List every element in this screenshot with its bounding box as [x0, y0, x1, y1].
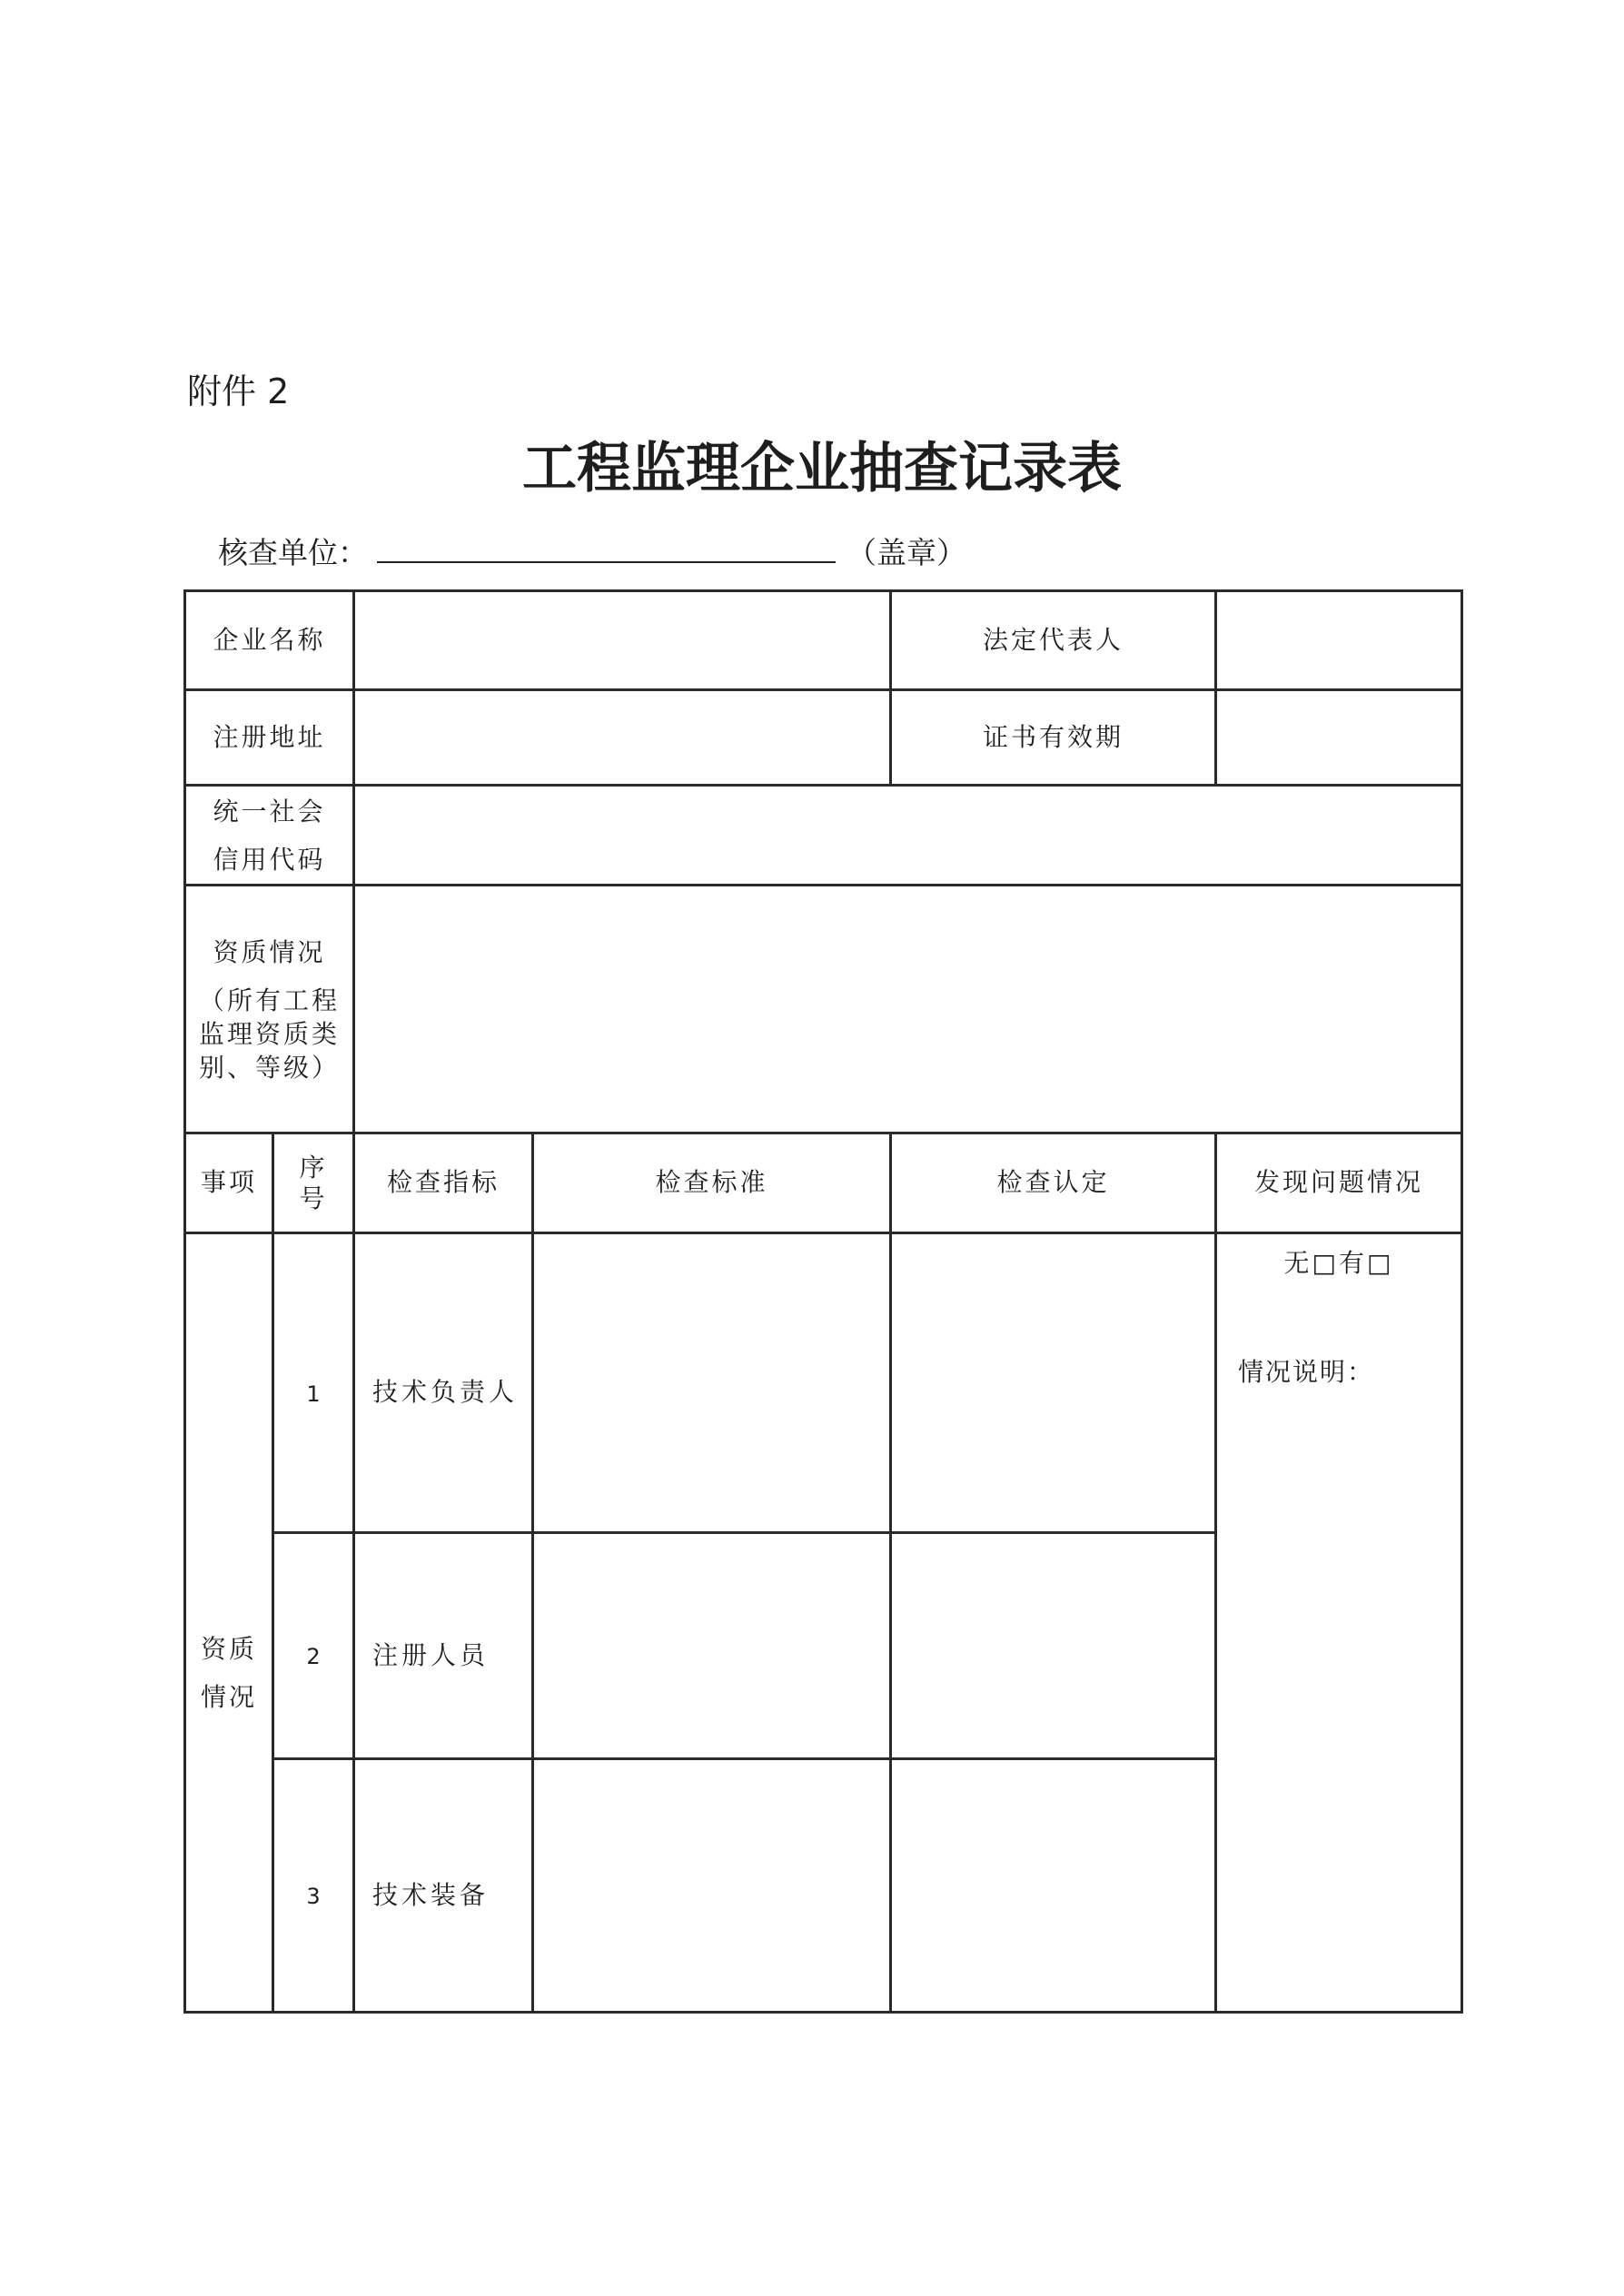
attachment-label: 附件 2: [187, 371, 290, 411]
header-finding: 检查认定: [891, 1133, 1216, 1233]
header-issues: 发现问题情况: [1216, 1133, 1462, 1233]
inspection-record-table: [183, 589, 1463, 2014]
credit-code-row: [185, 786, 1462, 886]
seal-note: （盖章）: [847, 535, 966, 570]
row-indicator: 技术装备: [354, 1759, 533, 2013]
row-standard-field: [533, 1533, 891, 1759]
check-header-row: [185, 1133, 1462, 1233]
row-seq: 3: [273, 1759, 354, 2013]
header-seq: [273, 1133, 354, 1233]
header-indicator: 检查指标: [354, 1133, 533, 1233]
table-row: [185, 1233, 1462, 1533]
company-name-label: 企业名称: [185, 591, 354, 690]
header-seq-line: 序: [299, 1152, 328, 1183]
header-item: 事项: [185, 1133, 273, 1233]
registered-address-label: 注册地址: [185, 690, 354, 786]
row-finding-field: [891, 1233, 1216, 1533]
issues-options: 无□有□: [1283, 1248, 1394, 1278]
row-seq: 1: [273, 1233, 354, 1533]
row-indicator: 技术负责人: [354, 1233, 533, 1533]
header-standard: 检查标准: [533, 1133, 891, 1233]
row-finding-field: [891, 1759, 1216, 2013]
row-finding-field: [891, 1533, 1216, 1759]
qualification-note-line: 监理资质类: [199, 1018, 341, 1049]
inspection-unit-label: 核查单位：: [218, 535, 368, 570]
qualification-label-cell: [185, 886, 354, 1133]
credit-code-label-line: 信用代码: [213, 844, 326, 875]
qualification-note-line: 别、等级）: [199, 1052, 341, 1083]
row-standard-field: [533, 1233, 891, 1533]
inspection-unit-line: [218, 534, 966, 572]
certificate-validity-field: [1216, 690, 1462, 786]
certificate-validity-label: 证书有效期: [891, 690, 1216, 786]
credit-code-label-line: 统一社会: [213, 796, 326, 826]
company-name-row: [185, 591, 1462, 690]
row-standard-field: [533, 1759, 891, 2013]
category-cell: [185, 1233, 273, 2013]
header-seq-line: 号: [299, 1183, 328, 1213]
row-seq: 2: [273, 1533, 354, 1759]
inspection-unit-underline: [377, 534, 836, 563]
issues-cell: [1216, 1233, 1462, 2013]
legal-representative-label: 法定代表人: [891, 591, 1216, 690]
issues-note-label: 情况说明：: [1238, 1357, 1375, 1387]
category-line: 资质: [200, 1633, 257, 1664]
credit-code-field: [354, 786, 1462, 886]
legal-representative-field: [1216, 591, 1462, 690]
qualification-field: [354, 886, 1462, 1133]
credit-code-label: [185, 786, 354, 886]
qualification-label: 资质情况: [213, 936, 326, 967]
category-line: 情况: [200, 1681, 257, 1712]
qualification-note-line: （所有工程: [199, 985, 341, 1015]
registered-address-row: [185, 690, 1462, 786]
row-indicator: 注册人员: [354, 1533, 533, 1759]
page-title: 工程监理企业抽查记录表: [522, 437, 1122, 500]
company-name-field: [354, 591, 891, 690]
qualification-row: [185, 886, 1462, 1133]
qualification-note: [186, 984, 352, 1084]
registered-address-field: [354, 690, 891, 786]
